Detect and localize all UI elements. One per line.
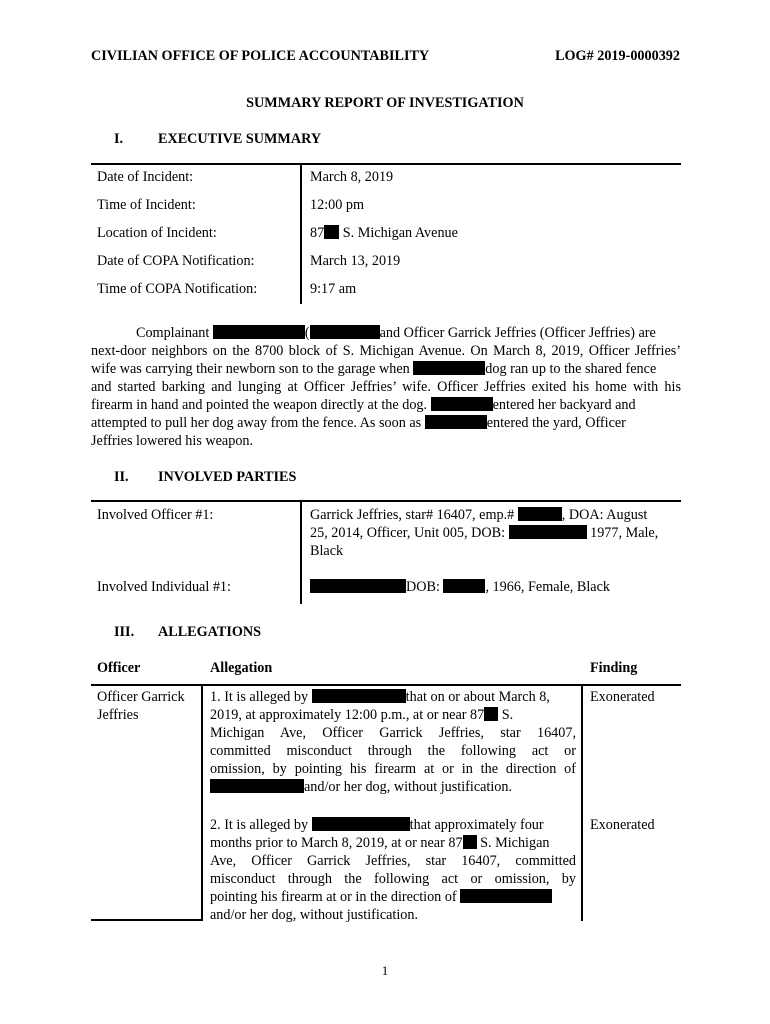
- parties-table-top-rule: [91, 500, 681, 502]
- allegation-line: [210, 706, 576, 724]
- allegation-text: months prior to March 8, 2019, at or near 87: [210, 835, 463, 851]
- allegation-line: [210, 688, 576, 706]
- log-number: LOG# 2019-0000392: [555, 48, 680, 64]
- redaction-box: [413, 361, 485, 375]
- location-prefix: 87: [310, 225, 325, 241]
- allegation-text: S. Michigan: [480, 835, 550, 851]
- redaction-box: [518, 507, 562, 521]
- redaction-box: [310, 325, 380, 339]
- allegation-text: that approximately four: [409, 817, 544, 833]
- allegations-divider-left: [201, 685, 203, 921]
- allegation-line: omission, by pointing his firearm at or in the direction of: [210, 761, 576, 777]
- allegation-text: 1. It is alleged by: [210, 689, 309, 705]
- allegation-text: pointing his firearm at or in the direction of: [210, 889, 457, 905]
- allegations-divider-right: [581, 685, 583, 921]
- officer-name-line: Officer Garrick: [97, 689, 185, 705]
- narrative-text: entered the yard, Officer: [486, 415, 626, 431]
- summary-value-location: [310, 224, 458, 242]
- redaction-box: [324, 225, 339, 239]
- narrative-text: entered her backyard and: [492, 397, 636, 413]
- summary-table-divider: [300, 164, 302, 304]
- section-title-parties: INVOLVED PARTIES: [158, 469, 297, 485]
- narrative-text: firearm in hand and pointed the weapon directly at the dog.: [91, 397, 428, 413]
- redaction-box: [484, 707, 498, 721]
- column-header-officer: Officer: [97, 660, 141, 676]
- redaction-box: [463, 835, 477, 849]
- officer-text: Garrick Jeffries, star# 16407, emp.#: [310, 507, 515, 523]
- allegation-text: that on or about March 8,: [405, 689, 550, 705]
- allegation-line: [210, 778, 576, 796]
- individual-text: DOB:: [406, 579, 440, 595]
- summary-label-location: Location of Incident:: [97, 225, 217, 241]
- allegation-text: S.: [501, 707, 514, 723]
- narrative-text: and Officer Garrick Jeffries (Officer Jeffries) are: [379, 325, 656, 341]
- redaction-box: [213, 325, 305, 339]
- narrative-text: wife was carrying their newborn son to the garage when: [91, 361, 410, 377]
- narrative-line: Jeffries lowered his weapon.: [91, 433, 254, 449]
- allegation-text: 2019, at approximately 12:00 p.m., at or near 87: [210, 707, 485, 723]
- involved-individual-details: [310, 578, 610, 596]
- narrative-text: attempted to pull her dog away from the fence. As soon as: [91, 415, 422, 431]
- section-title-executive: EXECUTIVE SUMMARY: [158, 131, 322, 147]
- page-number: 1: [381, 963, 389, 978]
- redaction-box: [312, 817, 410, 831]
- narrative-line: [91, 414, 681, 432]
- column-header-finding: Finding: [590, 660, 638, 676]
- redaction-box: [431, 397, 493, 411]
- allegation-text: and/or her dog, without justification.: [304, 779, 513, 795]
- narrative-line: next-door neighbors on the 8700 block of S. Michigan Avenue. On March 8, 2019, Officer Jeffries’: [91, 343, 681, 359]
- narrative-text: dog ran up to the shared fence: [485, 361, 657, 377]
- allegation-line: [210, 834, 576, 852]
- narrative-line: [91, 324, 681, 342]
- allegation-line: and/or her dog, without justification.: [210, 907, 419, 923]
- summary-value-date: March 8, 2019: [310, 169, 394, 185]
- narrative-line: and started barking and lunging at Officer Jeffries’ wife. Officer Jeffries exited his home with his: [91, 379, 681, 395]
- allegations-table-bottom-rule: [91, 919, 202, 921]
- redaction-box: [509, 525, 587, 539]
- redaction-box: [312, 689, 406, 703]
- individual-text: , 1966, Female, Black: [485, 579, 610, 595]
- location-suffix: S. Michigan Avenue: [339, 225, 458, 241]
- allegation-line: [210, 816, 576, 834]
- report-title: SUMMARY REPORT OF INVESTIGATION: [246, 95, 524, 111]
- redaction-box: [425, 415, 487, 429]
- summary-table-top-rule: [91, 163, 681, 165]
- agency-header: CIVILIAN OFFICE OF POLICE ACCOUNTABILITY: [91, 48, 430, 64]
- allegation-officer-name: [97, 688, 185, 724]
- redaction-box: [443, 579, 485, 593]
- summary-value-time: 12:00 pm: [310, 197, 364, 213]
- allegation-line: Ave, Officer Garrick Jeffries, star 16407, committed: [210, 853, 576, 869]
- officer-name-line: Jeffries: [97, 707, 139, 723]
- summary-value-copa-date: March 13, 2019: [310, 253, 401, 269]
- allegation-line: Michigan Ave, Officer Garrick Jeffries, star 16407,: [210, 725, 576, 741]
- parties-table-divider: [300, 501, 302, 604]
- involved-officer-label: Involved Officer #1:: [97, 507, 214, 523]
- allegation-line: misconduct through the following act or omission, by: [210, 871, 576, 887]
- allegation-line: [210, 888, 576, 906]
- officer-text: 25, 2014, Officer, Unit 005, DOB:: [310, 525, 506, 541]
- finding-2: Exonerated: [590, 817, 655, 833]
- officer-line: Black: [310, 543, 344, 559]
- redaction-box: [210, 779, 304, 793]
- officer-line: [310, 506, 675, 524]
- officer-text: 1977, Male,: [590, 525, 659, 541]
- section-number-executive: I.: [114, 131, 124, 147]
- allegation-1: [210, 688, 576, 796]
- redaction-box: [460, 889, 552, 903]
- finding-1: Exonerated: [590, 689, 655, 705]
- summary-label-copa-date: Date of COPA Notification:: [97, 253, 255, 269]
- allegation-2: [210, 816, 576, 924]
- allegation-line: committed misconduct through the following act or: [210, 743, 576, 759]
- officer-line: [310, 524, 675, 542]
- section-title-allegations: ALLEGATIONS: [158, 624, 262, 640]
- allegations-table-top-rule: [91, 684, 681, 686]
- allegation-text: 2. It is alleged by: [210, 817, 309, 833]
- narrative-text: Complainant: [136, 325, 210, 341]
- narrative-text: (: [304, 325, 310, 341]
- executive-narrative: [91, 324, 681, 450]
- column-header-allegation: Allegation: [210, 660, 273, 676]
- narrative-line: [91, 360, 681, 378]
- summary-label-copa-time: Time of COPA Notification:: [97, 281, 258, 297]
- summary-value-copa-time: 9:17 am: [310, 281, 357, 297]
- section-number-allegations: III.: [114, 624, 135, 640]
- section-number-parties: II.: [114, 469, 129, 485]
- summary-label-time: Time of Incident:: [97, 197, 196, 213]
- involved-individual-label: Involved Individual #1:: [97, 579, 231, 595]
- narrative-line: [91, 396, 681, 414]
- involved-officer-details: [310, 506, 675, 560]
- summary-label-date: Date of Incident:: [97, 169, 194, 185]
- redaction-box: [310, 579, 406, 593]
- officer-text: , DOA: August: [561, 507, 648, 523]
